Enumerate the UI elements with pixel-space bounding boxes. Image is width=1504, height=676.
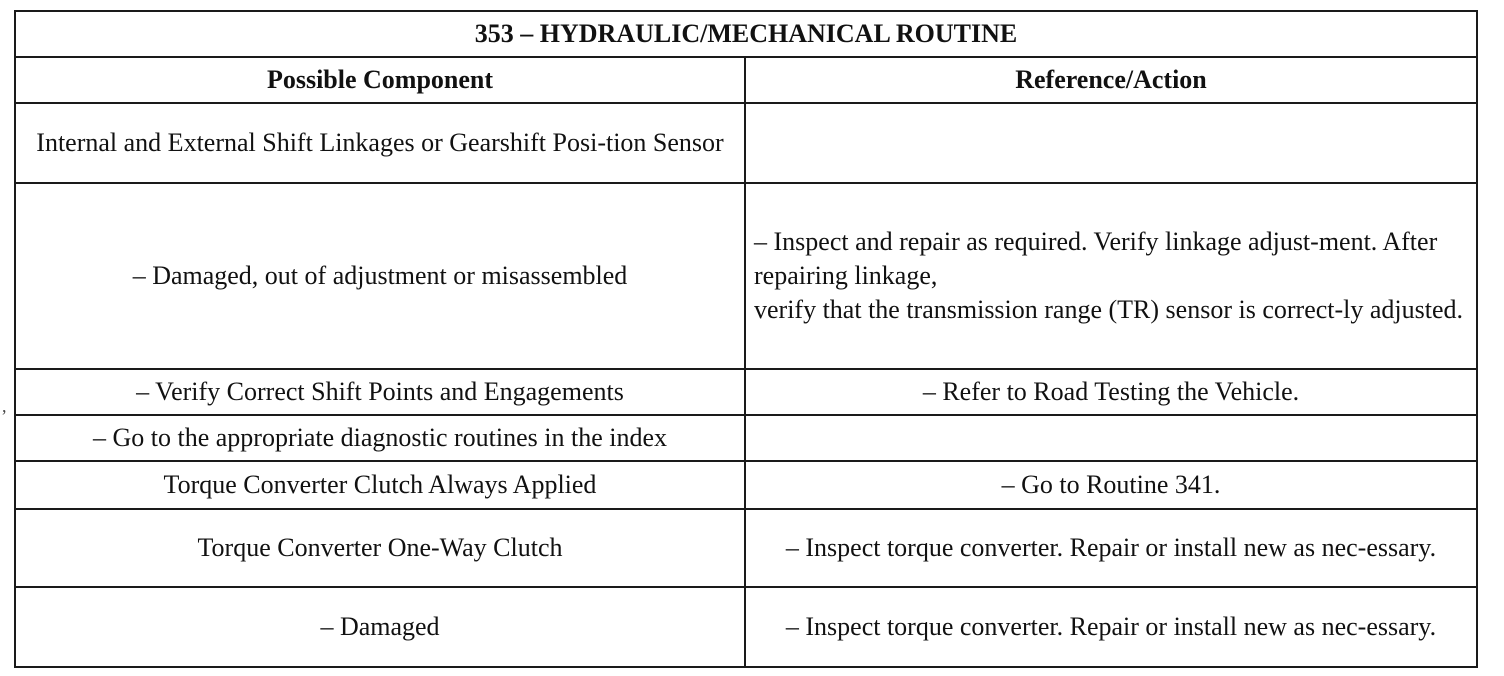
stray-margin-mark: , [2,396,7,416]
table-row [15,103,1477,183]
table-row [15,369,1477,415]
table-row [15,587,1477,667]
column-header-component: Possible Component [15,57,745,103]
action-cell [745,183,1477,369]
action-cell: – Go to Routine 341. [745,461,1477,509]
action-line: – Inspect and repair as required. Verify linkage adjust-ment. After repairing linkage, [754,227,1438,290]
table-title: 353 – HYDRAULIC/MECHANICAL ROUTINE [15,11,1477,57]
table-header-row [15,57,1477,103]
component-cell: Internal and External Shift Linkages or Gearshift Posi-tion Sensor [15,103,745,183]
component-cell: – Damaged, out of adjustment or misassembled [15,183,745,369]
action-cell [745,103,1477,183]
component-cell: Torque Converter Clutch Always Applied [15,461,745,509]
component-cell: – Go to the appropriate diagnostic routines in the index [15,415,745,461]
hydraulic-mechanical-routine-table [14,10,1478,668]
action-cell: – Inspect torque converter. Repair or install new as nec-essary. [745,587,1477,667]
table-row [15,183,1477,369]
table-title-row [15,11,1477,57]
action-line: verify that the transmission range (TR) sensor is correct-ly adjusted. [754,295,1464,324]
table-row [15,461,1477,509]
component-cell: Torque Converter One-Way Clutch [15,509,745,587]
component-cell: – Verify Correct Shift Points and Engagements [15,369,745,415]
action-cell [745,415,1477,461]
table-row [15,509,1477,587]
action-cell: – Inspect torque converter. Repair or install new as nec-essary. [745,509,1477,587]
column-header-action: Reference/Action [745,57,1477,103]
action-cell: – Refer to Road Testing the Vehicle. [745,369,1477,415]
component-cell: – Damaged [15,587,745,667]
table-row [15,415,1477,461]
